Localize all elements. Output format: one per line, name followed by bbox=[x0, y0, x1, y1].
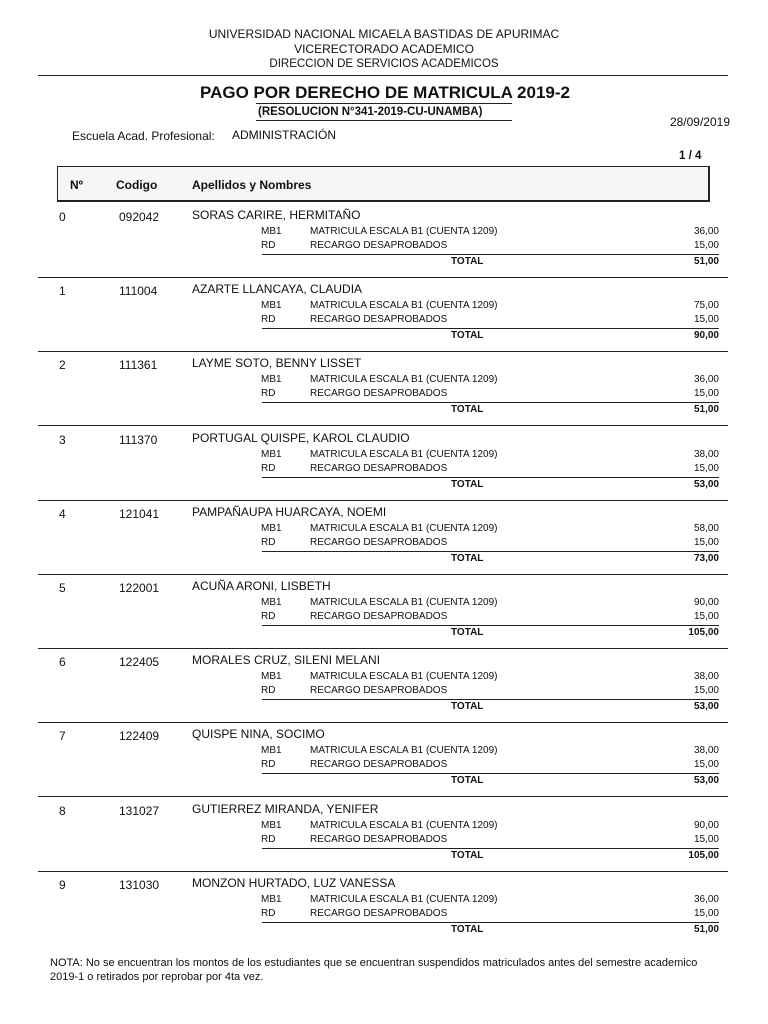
matricula-amount: 36,00 bbox=[693, 226, 719, 237]
total-rule bbox=[262, 922, 719, 923]
matricula-description: MATRICULA ESCALA B1 (CUENTA 1209) bbox=[310, 745, 498, 757]
total-amount: 51,00 bbox=[693, 256, 719, 267]
student-record bbox=[0, 354, 768, 428]
total-label: TOTAL bbox=[451, 552, 484, 564]
record-codigo: 121041 bbox=[119, 506, 160, 521]
matricula-amount: 38,00 bbox=[693, 448, 719, 460]
matricula-code: MB1 bbox=[261, 671, 282, 683]
student-record bbox=[0, 725, 768, 799]
student-record bbox=[0, 874, 768, 948]
matricula-line bbox=[0, 226, 768, 240]
matricula-description: MATRICULA ESCALA B1 (CUENTA 1209) bbox=[310, 374, 498, 386]
record-codigo: 131027 bbox=[119, 803, 160, 818]
total-rule bbox=[262, 625, 719, 626]
title-underline bbox=[256, 103, 512, 104]
total-rule bbox=[262, 699, 719, 700]
record-number: 5 bbox=[59, 581, 66, 595]
matricula-amount: 36,00 bbox=[693, 893, 719, 905]
total-rule bbox=[262, 477, 719, 478]
matricula-line bbox=[0, 745, 768, 759]
recargo-line bbox=[0, 537, 768, 551]
total-amount: 51,00 bbox=[693, 923, 719, 935]
recargo-description: RECARGO DESAPROBADOS bbox=[310, 240, 448, 251]
student-record bbox=[0, 800, 768, 874]
recargo-description: RECARGO DESAPROBADOS bbox=[310, 685, 448, 697]
resolution-number: (RESOLUCION N°341-2019-CU-UNAMBA) bbox=[258, 106, 483, 118]
column-number-header: Nº bbox=[70, 178, 84, 192]
column-header bbox=[57, 166, 710, 202]
recargo-amount: 15,00 bbox=[693, 611, 719, 622]
record-separator bbox=[38, 648, 728, 649]
record-number: 0 bbox=[59, 210, 66, 224]
matricula-description: MATRICULA ESCALA B1 (CUENTA 1209) bbox=[310, 522, 498, 534]
recargo-code: RD bbox=[261, 685, 276, 697]
record-nombre: ACUÑA ARONI, LISBETH bbox=[192, 579, 331, 593]
matricula-amount: 90,00 bbox=[693, 597, 719, 608]
record-codigo: 122405 bbox=[119, 655, 160, 670]
matricula-code: MB1 bbox=[261, 597, 282, 608]
header-divider bbox=[38, 75, 728, 76]
matricula-line bbox=[0, 523, 768, 537]
record-number: 7 bbox=[59, 729, 66, 744]
recargo-amount: 15,00 bbox=[693, 536, 719, 548]
total-amount: 51,00 bbox=[693, 404, 719, 416]
column-nombre-header: Apellidos y Nombres bbox=[192, 178, 312, 192]
matricula-description: MATRICULA ESCALA B1 (CUENTA 1209) bbox=[310, 819, 498, 831]
record-nombre: AZARTE LLANCAYA, CLAUDIA bbox=[192, 282, 363, 297]
recargo-amount: 15,00 bbox=[693, 240, 719, 251]
recargo-description: RECARGO DESAPROBADOS bbox=[310, 833, 448, 845]
recargo-amount: 15,00 bbox=[693, 685, 719, 697]
record-nombre: GUTIERREZ MIRANDA, YENIFER bbox=[192, 801, 379, 816]
total-label: TOTAL bbox=[451, 256, 484, 267]
matricula-amount: 36,00 bbox=[693, 374, 719, 386]
recargo-description: RECARGO DESAPROBADOS bbox=[310, 388, 448, 400]
direccion-name: DIRECCION DE SERVICIOS ACADEMICOS bbox=[269, 58, 499, 70]
recargo-description: RECARGO DESAPROBADOS bbox=[310, 611, 448, 622]
student-record bbox=[0, 577, 768, 651]
record-codigo: 131030 bbox=[119, 877, 160, 892]
recargo-code: RD bbox=[261, 907, 276, 919]
matricula-code: MB1 bbox=[261, 745, 282, 757]
total-label: TOTAL bbox=[451, 849, 484, 861]
matricula-description: MATRICULA ESCALA B1 (CUENTA 1209) bbox=[310, 671, 498, 683]
matricula-amount: 38,00 bbox=[693, 745, 719, 757]
recargo-amount: 15,00 bbox=[693, 462, 719, 474]
total-label: TOTAL bbox=[451, 404, 484, 416]
matricula-description: MATRICULA ESCALA B1 (CUENTA 1209) bbox=[310, 893, 498, 905]
recargo-code: RD bbox=[261, 388, 276, 400]
university-name: UNIVERSIDAD NACIONAL MICAELA BASTIDAS DE APURIMAC bbox=[208, 27, 560, 41]
recargo-amount: 15,00 bbox=[693, 314, 719, 326]
record-separator bbox=[38, 351, 728, 352]
record-separator bbox=[38, 796, 728, 797]
matricula-line bbox=[0, 820, 768, 834]
recargo-code: RD bbox=[261, 536, 276, 548]
total-amount: 53,00 bbox=[693, 478, 719, 490]
matricula-code: MB1 bbox=[261, 300, 282, 312]
total-rule bbox=[262, 402, 719, 403]
matricula-code: MB1 bbox=[261, 522, 282, 534]
matricula-code: MB1 bbox=[261, 374, 282, 386]
matricula-line bbox=[0, 597, 768, 611]
recargo-description: RECARGO DESAPROBADOS bbox=[310, 536, 448, 548]
matricula-amount: 75,00 bbox=[693, 300, 719, 312]
total-amount: 53,00 bbox=[693, 701, 719, 713]
record-nombre: LAYME SOTO, BENNY LISSET bbox=[192, 356, 362, 371]
recargo-description: RECARGO DESAPROBADOS bbox=[310, 314, 448, 326]
record-separator bbox=[38, 574, 728, 575]
recargo-line bbox=[0, 611, 768, 625]
recargo-code: RD bbox=[261, 314, 276, 326]
record-number: 4 bbox=[59, 506, 66, 521]
record-nombre: SORAS CARIRE, HERMITAÑO bbox=[192, 208, 361, 222]
record-number: 3 bbox=[59, 432, 66, 447]
total-label: TOTAL bbox=[451, 627, 484, 638]
record-nombre: QUISPE NINA, SOCIMO bbox=[192, 727, 325, 742]
record-nombre: MONZON HURTADO, LUZ VANESSA bbox=[192, 875, 396, 890]
recargo-code: RD bbox=[261, 759, 276, 771]
total-rule bbox=[262, 254, 719, 255]
resolution-underline bbox=[256, 120, 512, 121]
recargo-amount: 15,00 bbox=[693, 833, 719, 845]
recargo-code: RD bbox=[261, 611, 276, 622]
recargo-line bbox=[0, 834, 768, 848]
record-separator bbox=[38, 500, 728, 501]
recargo-amount: 15,00 bbox=[693, 907, 719, 919]
student-record bbox=[0, 503, 768, 577]
total-amount: 73,00 bbox=[693, 552, 719, 564]
record-separator bbox=[38, 425, 728, 426]
record-codigo: 122409 bbox=[119, 729, 160, 744]
total-amount: 53,00 bbox=[693, 775, 719, 787]
student-record bbox=[0, 429, 768, 503]
total-label: TOTAL bbox=[451, 478, 484, 490]
matricula-code: MB1 bbox=[261, 448, 282, 460]
recargo-code: RD bbox=[261, 833, 276, 845]
recargo-line bbox=[0, 685, 768, 699]
record-number: 9 bbox=[59, 877, 66, 892]
recargo-line bbox=[0, 463, 768, 477]
total-label: TOTAL bbox=[451, 330, 484, 342]
record-separator bbox=[38, 722, 728, 723]
total-label: TOTAL bbox=[451, 701, 484, 713]
record-codigo: 092042 bbox=[119, 210, 160, 224]
matricula-description: MATRICULA ESCALA B1 (CUENTA 1209) bbox=[310, 300, 498, 312]
matricula-code: MB1 bbox=[261, 893, 282, 905]
recargo-amount: 15,00 bbox=[693, 759, 719, 771]
record-number: 6 bbox=[59, 655, 66, 670]
footer-note: NOTA: No se encuentran los montos de los estudiantes que se encuentran suspendidos matriculados antes del semestre academico 2019-1 o retirados por reprobar por 4ta vez. bbox=[50, 957, 698, 983]
matricula-description: MATRICULA ESCALA B1 (CUENTA 1209) bbox=[310, 448, 498, 460]
escuela-value: ADMINISTRACIÓN bbox=[232, 128, 337, 142]
matricula-amount: 38,00 bbox=[693, 671, 719, 683]
record-separator bbox=[38, 871, 728, 872]
record-nombre: PAMPAÑAUPA HUARCAYA, NOEMI bbox=[192, 504, 387, 519]
recargo-description: RECARGO DESAPROBADOS bbox=[310, 462, 448, 474]
recargo-amount: 15,00 bbox=[693, 388, 719, 400]
matricula-line bbox=[0, 671, 768, 685]
matricula-amount: 58,00 bbox=[693, 522, 719, 534]
record-number: 2 bbox=[59, 358, 66, 373]
matricula-description: MATRICULA ESCALA B1 (CUENTA 1209) bbox=[310, 226, 498, 237]
total-rule bbox=[262, 848, 719, 849]
record-nombre: MORALES CRUZ, SILENI MELANI bbox=[192, 653, 381, 668]
matricula-description: MATRICULA ESCALA B1 (CUENTA 1209) bbox=[310, 597, 498, 608]
recargo-line bbox=[0, 759, 768, 773]
matricula-amount: 90,00 bbox=[693, 819, 719, 831]
record-number: 8 bbox=[59, 803, 66, 818]
escuela-label: Escuela Acad. Profesional: bbox=[72, 129, 215, 143]
recargo-description: RECARGO DESAPROBADOS bbox=[310, 759, 448, 771]
matricula-line bbox=[0, 300, 768, 314]
total-rule bbox=[262, 328, 719, 329]
matricula-line bbox=[0, 449, 768, 463]
report-date: 28/09/2019 bbox=[669, 115, 730, 129]
record-codigo: 111361 bbox=[119, 358, 158, 373]
total-label: TOTAL bbox=[451, 775, 484, 787]
record-nombre: PORTUGAL QUISPE, KAROL CLAUDIO bbox=[192, 430, 410, 445]
total-amount: 105,00 bbox=[688, 627, 719, 638]
matricula-line bbox=[0, 894, 768, 908]
record-codigo: 122001 bbox=[119, 581, 160, 595]
page-number: 1 / 4 bbox=[679, 150, 702, 162]
student-record bbox=[0, 206, 768, 280]
recargo-line bbox=[0, 388, 768, 402]
total-rule bbox=[262, 551, 719, 552]
page-title: PAGO POR DERECHO DE MATRICULA 2019-2 bbox=[200, 83, 570, 102]
record-codigo: 111004 bbox=[119, 284, 158, 299]
total-label: TOTAL bbox=[451, 923, 484, 935]
recargo-line bbox=[0, 314, 768, 328]
record-number: 1 bbox=[59, 284, 66, 299]
student-record bbox=[0, 280, 768, 354]
recargo-description: RECARGO DESAPROBADOS bbox=[310, 907, 448, 919]
recargo-code: RD bbox=[261, 462, 276, 474]
column-codigo-header: Codigo bbox=[116, 178, 158, 192]
matricula-line bbox=[0, 374, 768, 388]
record-codigo: 111370 bbox=[119, 432, 158, 447]
matricula-code: MB1 bbox=[261, 819, 282, 831]
recargo-line bbox=[0, 908, 768, 922]
total-amount: 105,00 bbox=[688, 849, 719, 861]
record-separator bbox=[38, 277, 728, 278]
total-amount: 90,00 bbox=[693, 330, 719, 342]
student-record bbox=[0, 651, 768, 725]
matricula-code: MB1 bbox=[261, 226, 282, 237]
vicerrectorado-name: VICERECTORADO ACADEMICO bbox=[294, 42, 474, 56]
recargo-line bbox=[0, 240, 768, 254]
total-rule bbox=[262, 773, 719, 774]
recargo-code: RD bbox=[261, 240, 276, 251]
